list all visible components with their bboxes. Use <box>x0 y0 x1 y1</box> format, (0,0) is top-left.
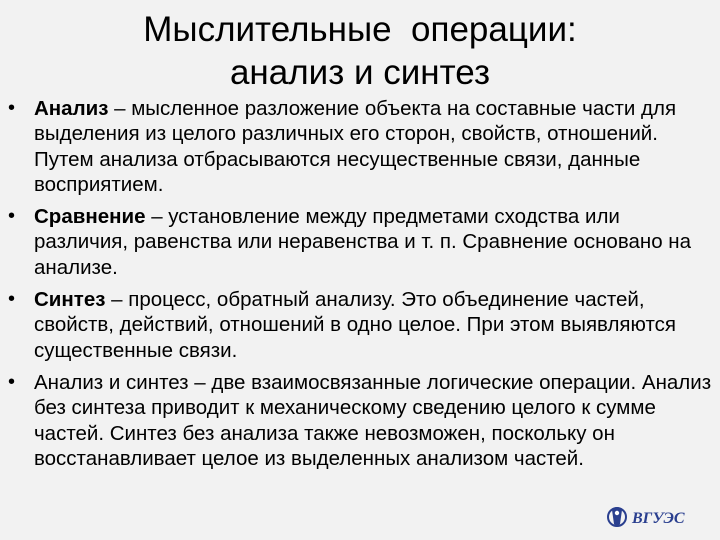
bullet-term: Синтез <box>34 288 106 312</box>
bullet-marker: • <box>8 288 16 311</box>
bullet-item-comparison <box>8 204 712 280</box>
bullet-text <box>34 371 711 470</box>
slide-title-line-1: Мыслительные операции: <box>143 10 577 49</box>
bullet-definition: Анализ и синтез – две взаимосвязанные логические операции. Анализ без синтеза приводит к механическому сведению целого к сумме частей. Синтез без анализа также невозможен, поскольку он восстанавливает целое из выделенных анализом частей. <box>34 370 712 470</box>
bullet-text <box>34 97 676 196</box>
bullet-marker: • <box>8 205 16 228</box>
slide-title-line-2: анализ и синтез <box>229 53 491 92</box>
bullet-item-conclusion <box>8 370 712 471</box>
bullet-text <box>34 288 676 362</box>
bullet-list <box>8 96 712 478</box>
bullet-definition: – мысленное разложение объекта на составные части для выделения из целого различных его сторон, свойств, отношений. Путем анализа отбрасываются несущественные связи, данные восприятием. <box>34 97 677 196</box>
bullet-definition: – установление между предметами сходства или различия, равенства или неравенства и т. п. Сравнение основано на анализе. <box>34 205 692 279</box>
bullet-term: Анализ <box>34 97 109 120</box>
slide-title <box>0 8 720 94</box>
bullet-item-analysis <box>8 96 712 197</box>
bullet-marker: • <box>8 370 16 393</box>
bullet-definition: – процесс, обратный анализу. Это объединение частей, свойств, действий, отношений в одно целое. При этом выявляются существенные связи. <box>34 288 676 362</box>
bullet-marker: • <box>8 97 16 119</box>
logo-wordmark: ВГУЭС <box>632 510 685 527</box>
logo-emblem-icon <box>608 507 626 526</box>
bullet-text <box>34 205 691 279</box>
university-logo <box>606 500 696 534</box>
bullet-item-synthesis <box>8 287 712 363</box>
bullet-term: Сравнение <box>34 205 146 229</box>
